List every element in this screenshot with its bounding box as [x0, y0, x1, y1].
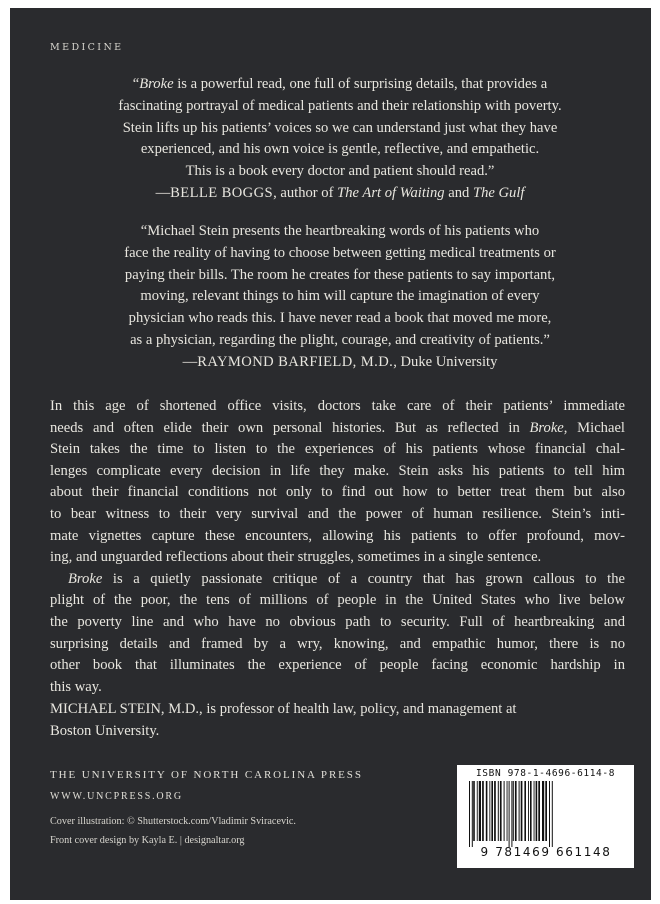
- desc-line: Stein takes the time to listen to the experiences of his patients whose financial chal-: [50, 441, 625, 458]
- quote-line: paying their bills. The room he creates for these patients to say important,: [124, 266, 556, 283]
- desc-line: Broke is a quietly passionate critique of a country that has grown callous to the: [68, 570, 625, 587]
- desc-line: to bear witness to their very survival and the power of human resilience. Stein’s inti-: [50, 505, 625, 522]
- barcode-bars: [465, 781, 626, 847]
- desc-line: In this age of shortened office visits, doctors take care of their patients’ immediate: [50, 398, 625, 414]
- illustration-credit: Cover illustration: © Shutterstock.com/Vladimir Sviracevic.: [50, 816, 296, 827]
- desc-line: needs and often elide their own personal histories. But as reflected in Broke, Michael: [50, 419, 625, 436]
- quote-line: This is a book every doctor and patient should read.”: [185, 163, 495, 180]
- desc-line: lenges complicate every decision in life they make. Stein asks his patients to tell him: [50, 462, 625, 479]
- quote-line: moving, relevant things to him will capture the imagination of every: [140, 288, 540, 305]
- back-cover: [10, 8, 651, 900]
- desc-line: mate vignettes capture these encounters, allowing his patients to offer profound, mov-: [50, 527, 625, 544]
- bio-line: MICHAEL STEIN, M.D., is professor of health law, policy, and management at: [50, 701, 517, 717]
- publisher-website: WWW.UNCPRESS.ORG: [50, 791, 183, 802]
- quote-line: as a physician, regarding the plight, courage, and creativity of patients.”: [130, 331, 550, 348]
- quote-line: fascinating portrayal of medical patients and their relationship with poverty.: [118, 97, 562, 114]
- quote-line: Stein lifts up his patients’ voices so we can understand just what they have: [122, 119, 558, 136]
- category-label: MEDICINE: [50, 42, 124, 53]
- author-bio: [50, 699, 625, 742]
- quote-attribution: —RAYMOND BARFIELD, M.D., Duke University: [182, 353, 498, 370]
- desc-line: this way.: [50, 678, 102, 695]
- desc-line: the poverty line and who have no obvious path to security. Full of heartbreaking and: [50, 613, 625, 630]
- quote-line: “Michael Stein presents the heartbreaking words of his patients who: [140, 223, 540, 239]
- isbn-label: ISBN 978-1-4696-6114-8: [475, 768, 616, 779]
- quote-line: “Broke is a powerful read, one full of surprising details, that provides a: [132, 76, 548, 92]
- desc-line: plight of the poor, the tens of millions of people in the United States who live below: [50, 592, 625, 609]
- desc-line: ing, and unguarded reflections about their struggles, sometimes in a single sentence.: [50, 549, 542, 566]
- publisher-name: THE UNIVERSITY OF NORTH CAROLINA PRESS: [50, 769, 363, 781]
- blurb-quote-barfield: [40, 221, 640, 374]
- quote-line: physician who reads this. I have never read a book that moved me more,: [128, 310, 552, 327]
- bio-line: Boston University.: [50, 722, 160, 739]
- quote-attribution: —BELLE BOGGS, author of The Art of Waiting and The Gulf: [155, 184, 525, 201]
- desc-line: surprising details and framed by a wry, knowing, and empathic humor, there is no: [50, 635, 625, 652]
- blurb-quote-boggs: [40, 74, 640, 205]
- quote-line: experienced, and his own voice is gentle, reflective, and empathetic.: [140, 141, 540, 158]
- quote-line: face the reality of having to choose between getting medical treatments or: [124, 244, 556, 261]
- desc-line: about their financial conditions not only to find out how to better treat them but also: [50, 484, 625, 501]
- isbn-digits: 9 781469 661148: [480, 845, 612, 859]
- isbn-barcode: [457, 765, 634, 868]
- desc-line: other book that illuminates the experience of people facing economic hardship in: [50, 657, 625, 674]
- design-credit: Front cover design by Kayla E. | designaltar.org: [50, 835, 245, 846]
- book-description: [50, 396, 625, 698]
